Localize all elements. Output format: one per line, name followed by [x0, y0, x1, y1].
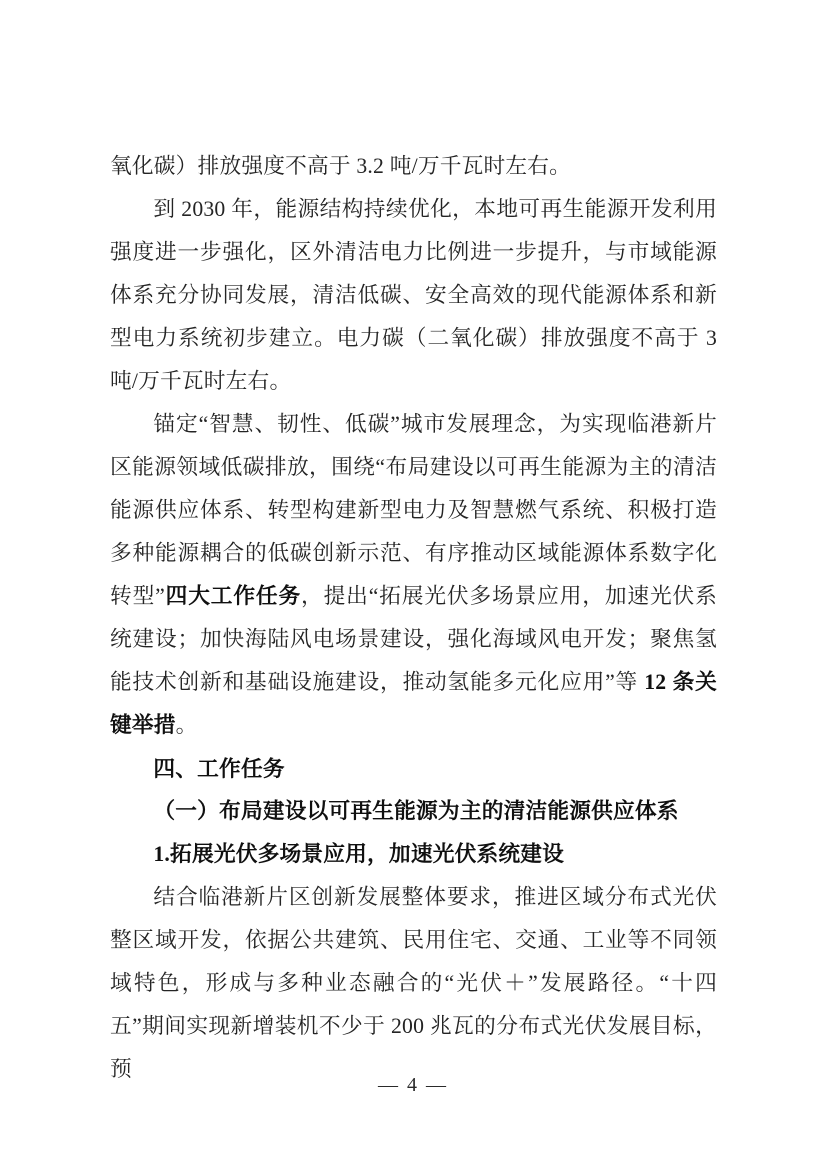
- bold-text-run: 12 条关键举措: [110, 670, 717, 737]
- document-body: [110, 145, 717, 1091]
- text-run: 。: [175, 713, 198, 737]
- bold-text-run: 四大工作任务: [164, 584, 302, 608]
- bold-text-run: （一）布局建设以可再生能源为主的清洁能源供应体系: [153, 799, 679, 823]
- text-run: ，提出“拓展光伏多场景应用，加速光伏系统建设；加快海陆风电场景建设，强化海域风电开发；聚焦氢能技术创新和基础设施建设，推动氢能多元化应用”等: [110, 584, 717, 694]
- text-run: 锚定“智慧、韧性、低碳”城市发展理念，为实现临港新片区能源领域低碳排放，围绕“布局建设以可再生能源为主的清洁能源供应体系、转型构建新型电力及智慧燃气系统、积极打造多种能源耦合的低碳创新示范、有序推动区域能源体系数字化转型”: [110, 412, 717, 608]
- paragraph-pv-development: [110, 876, 717, 1091]
- paragraph-four-tasks: [110, 403, 717, 747]
- text-run: 到 2030 年，能源结构持续优化，本地可再生能源开发利用强度进一步强化，区外清洁电力比例进一步提升，与市域能源体系充分协同发展，清洁低碳、安全高效的现代能源体系和新型电力系统初步建立。电力碳（二氧化碳）排放强度不高于 3 吨/万千瓦时左右。: [110, 197, 717, 393]
- heading-section-4: [110, 747, 717, 790]
- paragraph-continuation: [110, 145, 717, 188]
- heading-subsection-1: [110, 790, 717, 833]
- page-number: — 4 —: [378, 1074, 448, 1096]
- bold-text-run: 1.拓展光伏多场景应用，加速光伏系统建设: [153, 842, 565, 866]
- text-run: 氧化碳）排放强度不高于 3.2 吨/万千瓦时左右。: [110, 154, 572, 178]
- text-run: 结合临港新片区创新发展整体要求，推进区域分布式光伏整区域开发，依据公共建筑、民用住宅、交通、工业等不同领域特色，形成与多种业态融合的“光伏＋”发展路径。“十四五”期间实现新增装机不少于 200 兆瓦的分布式光伏发展目标，预: [110, 885, 717, 1081]
- heading-item-1: [110, 833, 717, 876]
- paragraph-2030-goals: [110, 188, 717, 403]
- bold-text-run: 四、工作任务: [153, 756, 285, 781]
